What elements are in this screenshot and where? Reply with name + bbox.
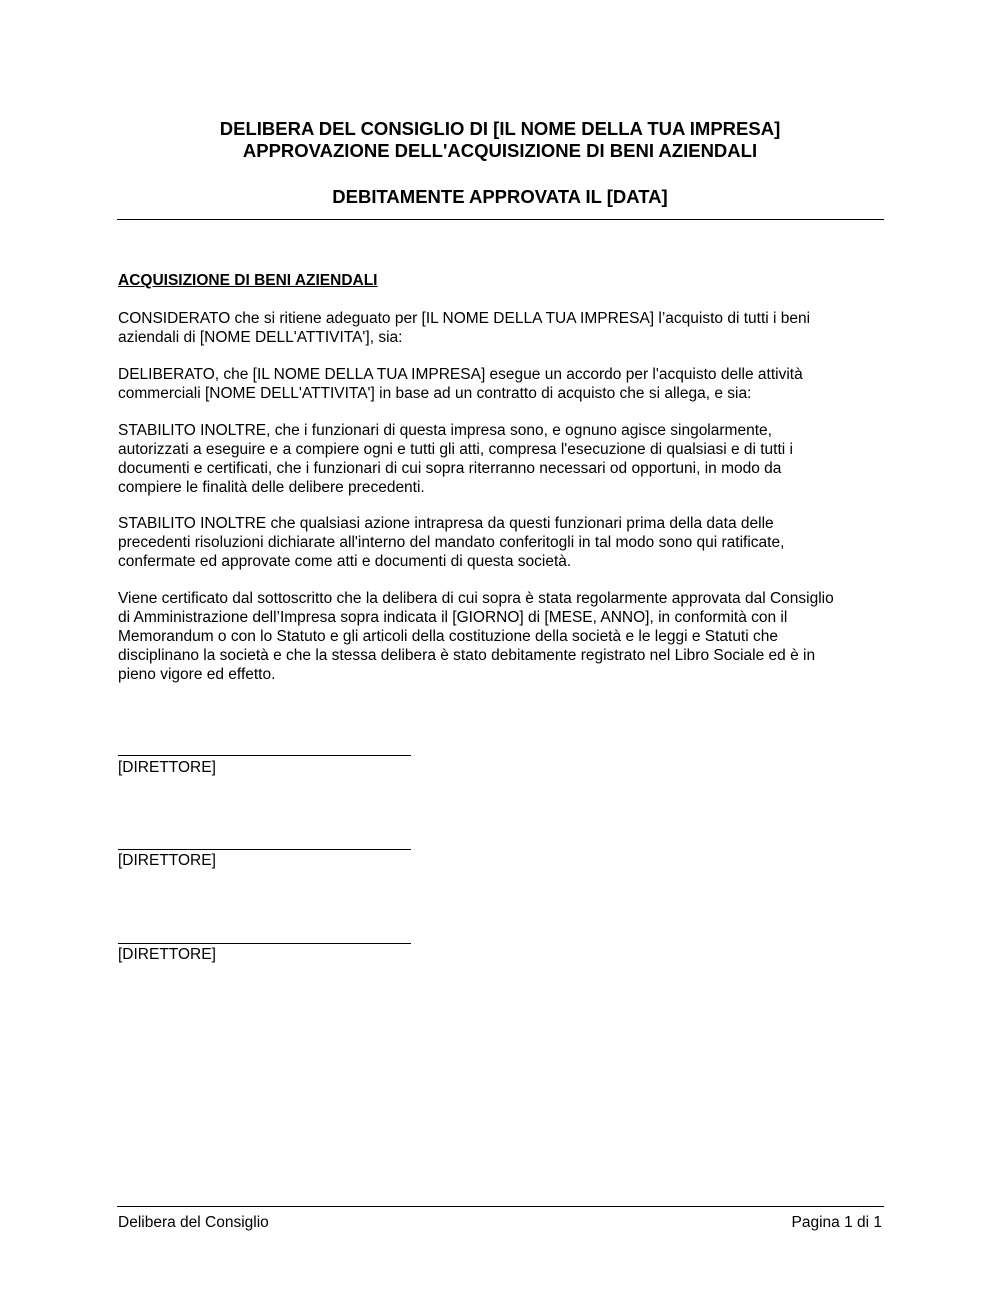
document-subtitle: DEBITAMENTE APPROVATA IL [DATA] bbox=[332, 186, 668, 207]
signature-line bbox=[118, 849, 411, 850]
text-line: autorizzati a eseguire e a compiere ogni e tutti gli atti, compresa l'esecuzione di qualsiasi e di tutti i bbox=[118, 441, 793, 458]
text-line: precedenti risoluzioni dichiarate all'interno del mandato conferitogli in tal modo sono qui ratificate, bbox=[118, 534, 785, 551]
text-line: confermate ed approvate come atti e documenti di questa società. bbox=[118, 553, 572, 570]
document-title-line2: APPROVAZIONE DELL'ACQUISIZIONE DI BENI AZIENDALI bbox=[242, 140, 758, 161]
text-line: DELIBERATO, che [IL NOME DELLA TUA IMPRESA] esegue un accordo per l'acquisto delle attività bbox=[118, 366, 803, 383]
paragraph-stabilito-2 bbox=[118, 514, 784, 571]
text-line: disciplinano la società e che la stessa delibera è stato debitamente registrato nel Libro Sociale ed è in bbox=[118, 647, 816, 664]
header-divider bbox=[117, 219, 884, 220]
footer-document-name: Delibera del Consiglio bbox=[118, 1214, 269, 1231]
signature-label: [DIRETTORE] bbox=[118, 759, 216, 776]
text-line: Viene certificato dal sottoscritto che la delibera di cui sopra è stata regolarmente approvata dal Consiglio bbox=[118, 590, 834, 607]
paragraph-certificazione bbox=[118, 589, 834, 684]
text-line: commerciali [NOME DELL'ATTIVITA'] in base ad un contratto di acquisto che si allega, e sia: bbox=[118, 385, 752, 402]
signature-label: [DIRETTORE] bbox=[118, 946, 216, 963]
paragraph-stabilito-1 bbox=[118, 421, 793, 497]
footer-page-number: Pagina 1 di 1 bbox=[791, 1214, 882, 1231]
paragraph-considerato bbox=[118, 309, 810, 347]
text-line: compiere le finalità delle delibere precedenti. bbox=[118, 479, 425, 496]
text-line: documenti e certificati, che i funzionari di cui sopra riterranno necessari od opportuni, in modo da bbox=[118, 460, 782, 477]
text-line: Memorandum o con lo Statuto e gli articoli della costituzione della società e le leggi e Statuti che bbox=[118, 628, 778, 645]
text-line: CONSIDERATO che si ritiene adeguato per [IL NOME DELLA TUA IMPRESA] l’acquisto di tutti i beni bbox=[118, 310, 811, 327]
paragraph-deliberato bbox=[118, 365, 803, 403]
signature-line bbox=[118, 943, 411, 944]
text-line: aziendali di [NOME DELL'ATTIVITA'], sia: bbox=[118, 329, 403, 346]
text-line: STABILITO INOLTRE, che i funzionari di questa impresa sono, e ognuno agisce singolarmente, bbox=[118, 422, 772, 439]
signature-label: [DIRETTORE] bbox=[118, 852, 216, 869]
footer-divider bbox=[117, 1206, 884, 1207]
text-line: STABILITO INOLTRE che qualsiasi azione intrapresa da questi funzionari prima della data delle bbox=[118, 515, 774, 532]
section-heading: ACQUISIZIONE DI BENI AZIENDALI bbox=[118, 272, 378, 289]
signature-line bbox=[118, 755, 411, 756]
text-line: di Amministrazione dell’Impresa sopra indicata il [GIORNO] di [MESE, ANNO], in conformità con il bbox=[118, 609, 788, 626]
document-title-line1: DELIBERA DEL CONSIGLIO DI [IL NOME DELLA TUA IMPRESA] bbox=[219, 118, 781, 139]
text-line: pieno vigore ed effetto. bbox=[118, 666, 276, 683]
